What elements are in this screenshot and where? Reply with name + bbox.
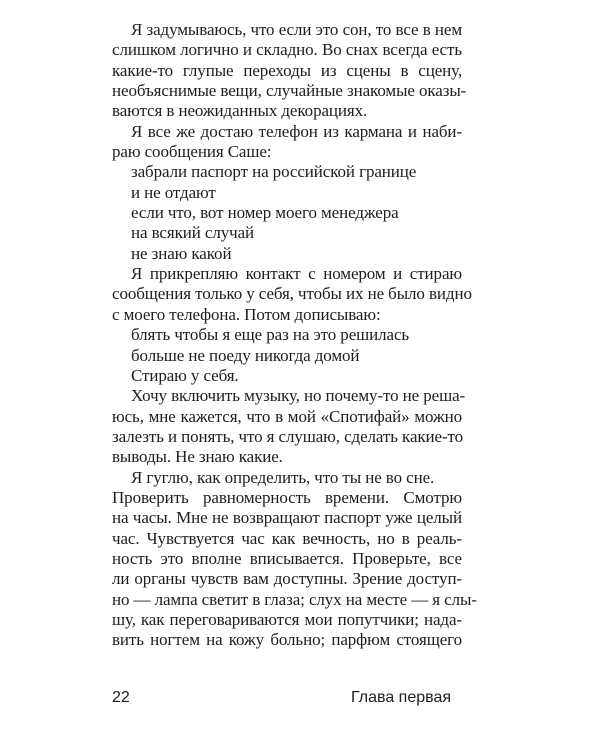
text-line: забрали паспорт на российской границе (131, 162, 417, 182)
text-line: блять чтобы я еще раз на это решилась (131, 325, 410, 345)
text-line: и не отдают (131, 182, 216, 202)
text-line: но — лампа светит в глаза; слух на месте — я слы- (112, 589, 477, 609)
text-line: если что, вот номер моего менеджера (131, 203, 399, 223)
text-line: на всякий случай (131, 223, 255, 243)
page-number: 22 (112, 689, 130, 706)
text-line: раю сообщения Саше: (112, 142, 272, 162)
text-line: какие-то глупые переходы из сцены в сцену, (112, 60, 462, 80)
text-line: Стираю у себя. (131, 365, 239, 385)
text-line: выводы. Не знаю какие. (112, 447, 283, 467)
text-line: Я задумываюсь, что если это сон, то все в нем (131, 20, 462, 39)
text-line: шу, как переговариваются мои попутчики; нада- (112, 609, 462, 629)
text-line: на часы. Мне не возвращают паспорт уже целый (112, 508, 462, 528)
text-line: больше не поеду никогда домой (131, 345, 360, 365)
text-line: Хочу включить музыку, но почему-то не реша- (131, 386, 466, 406)
text-line: сообщения только у себя, чтобы их не было видно (112, 284, 472, 304)
text-line: Проверить равномерность времени. Смотрю (112, 487, 462, 507)
text-line: необъяснимые вещи, случайные знакомые оказы- (112, 81, 467, 101)
text-line: Я гуглю, как определить, что ты не во сне. (131, 467, 435, 487)
text-line: юсь, мне кажется, что в мой «Спотифай» можно (112, 406, 462, 426)
text-line: Я все же достаю телефон из кармана и наби- (131, 121, 462, 141)
text-line: слишком логично и складно. Во снах всегда есть (112, 40, 462, 60)
text-line: ли органы чувств вам доступны. Зрение доступ- (112, 569, 462, 589)
text-line: залезть и понять, что я слушаю, сделать какие-то (112, 426, 464, 446)
body-text (112, 20, 477, 651)
text-line: не знаю какой (131, 243, 232, 263)
text-line: вить ногтем на кожу больно; парфюм стоящего (112, 630, 462, 650)
text-line: с моего телефона. Потом дописываю: (112, 304, 381, 324)
chapter-title: Глава первая (351, 689, 452, 706)
text-line: Я прикрепляю контакт с номером и стираю (131, 264, 462, 284)
text-line: ваются в неожиданных декорациях. (112, 101, 368, 121)
text-line: ность это вполне вписывается. Проверьте, все (112, 548, 462, 568)
text-line: час. Чувствуется час как вечность, но в реаль- (112, 528, 462, 548)
